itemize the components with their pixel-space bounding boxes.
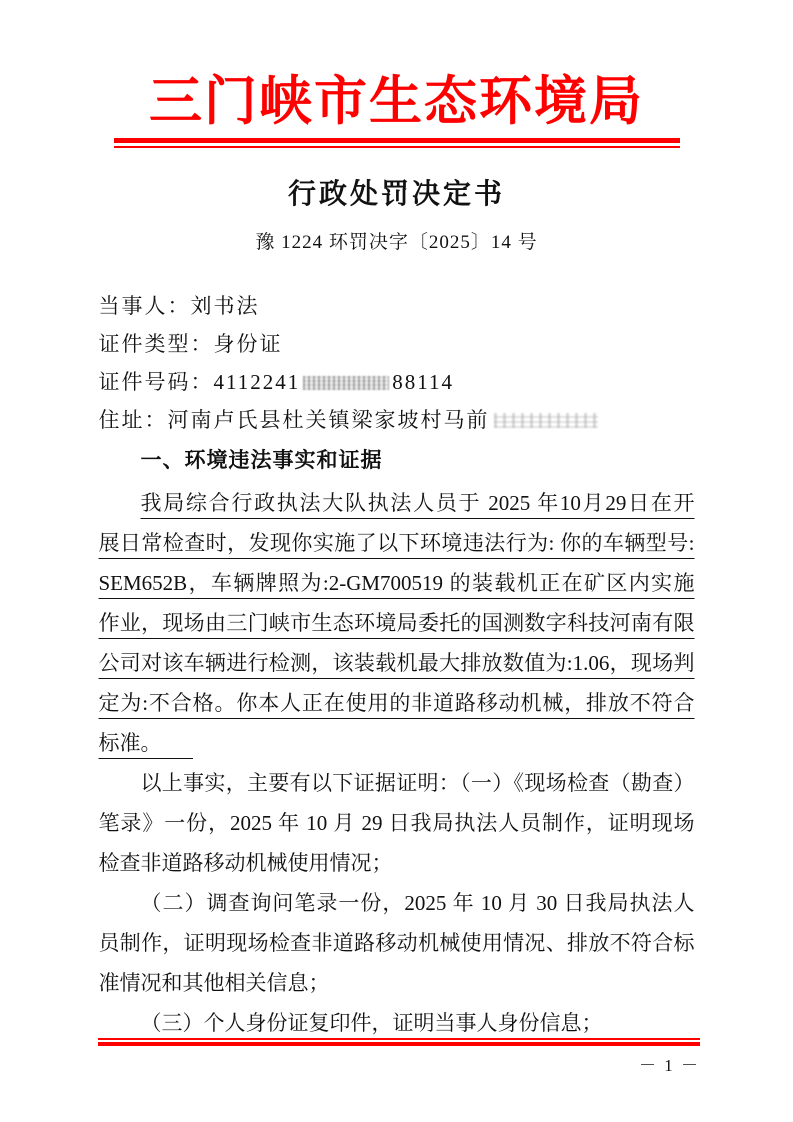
text-line: 作业，现场由三门峡市生态环境局委托的国测数字科技河南有限 xyxy=(98,610,695,635)
text-line: 公司对该车辆进行检测，该装载机最大排放数值为:1.06，现场判 xyxy=(98,650,695,675)
id-number-suffix: 88114 xyxy=(392,369,454,394)
party-id-type-line: 证件类型：身份证 xyxy=(98,331,283,356)
address-label: 住址： xyxy=(98,407,168,432)
issuing-authority-title: 三门峡市生态环境局 xyxy=(149,73,644,131)
party-info-block xyxy=(99,287,695,439)
document-body xyxy=(99,287,695,1043)
text-line: 员制作，证明现场检查非道路移动机械使用情况、排放不符合标 xyxy=(98,930,695,955)
text-line: （三）个人身份证复印件，证明当事人身份信息； xyxy=(140,1010,603,1035)
text-line: 笔录》一份，2025 年 10 月 29 日我局执法人员制作，证明现场 xyxy=(98,810,695,835)
address-visible-text: 河南卢氏县杜关镇梁家坡村马前 xyxy=(167,407,490,432)
text-line: 检查非道路移动机械使用情况； xyxy=(98,850,393,875)
evidence-paragraph-1 xyxy=(99,763,695,883)
document-title: 行政处罚决定书 xyxy=(287,178,505,210)
redacted-address-segment xyxy=(494,413,598,428)
evidence-paragraph-3 xyxy=(99,1003,695,1043)
text-line: SEM652B，车辆牌照为:2-GM700519 的装载机正在矿区内实施 xyxy=(98,570,695,595)
id-number-label: 证件号码： xyxy=(98,369,214,394)
evidence-paragraph-2 xyxy=(99,883,695,1003)
violation-facts-paragraph xyxy=(99,483,695,763)
text-line: （二）调查询问笔录一份，2025 年 10 月 30 日我局执法人 xyxy=(140,890,695,915)
id-number-prefix: 4112241 xyxy=(213,369,301,394)
text-line: 我局综合行政执法大队执法人员于 2025 年10月29日在开 xyxy=(140,490,695,515)
page-number: － 1 － xyxy=(639,1056,700,1075)
text-line: 以上事实，主要有以下证据证明：（一）《现场检查（勘查） xyxy=(140,770,695,795)
redacted-id-segment xyxy=(303,376,389,390)
party-name-line: 当事人：刘书法 xyxy=(98,293,260,318)
document-number: 豫 1224 环罚决字〔2025〕14 号 xyxy=(255,231,538,253)
section-1-heading: 一、环境违法事实和证据 xyxy=(140,448,383,472)
party-address-line xyxy=(99,401,695,439)
text-line: 准情况和其他相关信息； xyxy=(98,970,330,995)
text-line: 标准。 xyxy=(98,730,151,755)
text-line: 定为:不合格。你本人正在使用的非道路移动机械，排放不符合 xyxy=(98,690,695,715)
footer-red-double-rule xyxy=(98,1038,700,1046)
page-footer xyxy=(98,1038,700,1076)
text-line: 展日常检查时，发现你实施了以下环境违法行为: 你的车辆型号: xyxy=(98,530,695,555)
party-id-number-line xyxy=(99,363,695,401)
header-red-double-rule xyxy=(114,138,680,148)
